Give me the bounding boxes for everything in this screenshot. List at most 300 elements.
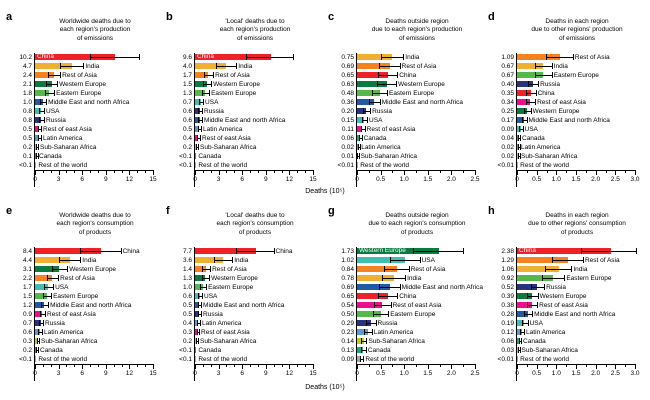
axis-tick-label: 3.0 <box>630 176 640 184</box>
bar-row <box>182 98 314 107</box>
axis-minor-tick <box>51 171 52 173</box>
bar-row <box>182 89 314 98</box>
bar-value-label: 0.09 <box>341 356 354 364</box>
axis-tick-label: 1.0 <box>399 176 409 184</box>
bar <box>195 153 196 159</box>
axis-minor-tick <box>137 365 138 367</box>
bar-row <box>22 292 154 301</box>
bar-region-label: Russia <box>372 108 392 116</box>
bar-region-label: Rest of east Asia <box>392 302 442 310</box>
bar-row <box>341 274 476 283</box>
bar-region-label: USA <box>529 320 543 328</box>
axis-minor-tick <box>586 171 587 173</box>
axis-tick <box>35 171 36 175</box>
bar-region-label: Rest of Asia <box>401 63 437 71</box>
panel-title-line: of emissions <box>558 34 596 42</box>
axis-tick <box>313 365 314 369</box>
bar-value-label: 1.5 <box>22 293 32 301</box>
axis-tick <box>129 365 130 369</box>
axis-tick <box>35 365 36 369</box>
axis-tick-label: 15 <box>149 370 157 378</box>
bar-region-label: Rest of Asia <box>60 275 95 283</box>
axis-tick-label: 12 <box>125 176 133 184</box>
axis-minor-tick <box>369 365 370 367</box>
bar-row <box>337 161 476 170</box>
axis-tick <box>313 171 314 175</box>
bar-value-label: <0.1 <box>19 162 32 170</box>
panel-title-line: 'Local' deaths due to <box>225 212 285 219</box>
bar-value-label: 1.5 <box>182 81 192 89</box>
bar-value-label: 3.6 <box>182 257 192 265</box>
axis-tick-label: 6 <box>80 370 84 378</box>
bar-region-label: India <box>553 63 568 71</box>
bar-region-label: India <box>82 257 97 265</box>
bar-value-label: <0.01 <box>497 162 514 170</box>
axis-minor-tick <box>258 171 259 173</box>
bar-value-label: 0.02 <box>501 144 514 152</box>
bar-value-label: 0.36 <box>341 99 354 107</box>
axis-tick <box>537 365 538 369</box>
error-bar <box>41 302 49 308</box>
error-bar <box>38 135 42 141</box>
bar-region-label: Rest of Asia <box>584 257 620 265</box>
error-bar <box>37 338 40 344</box>
axis-tick <box>517 171 518 175</box>
bar-region-label: Middle East and north Africa <box>204 117 286 125</box>
axis-tick <box>517 365 518 369</box>
axis-tick-label: 0.5 <box>532 370 542 378</box>
axis-minor-tick <box>305 171 306 173</box>
axis-tick <box>475 171 476 175</box>
bar-region-label: Latin America <box>361 144 401 152</box>
bar-value-label: 0.14 <box>341 338 354 346</box>
bar-region-label: China <box>519 247 536 255</box>
error-bar <box>546 54 574 60</box>
axis-tick <box>82 171 83 175</box>
bar-value-label: 1.7 <box>22 284 32 292</box>
bar-value-label: 2.4 <box>22 72 32 80</box>
bar-row <box>501 274 636 283</box>
bar-value-label: 0.2 <box>22 347 32 355</box>
axis-tick <box>59 171 60 175</box>
bar-region-label: Russia <box>45 320 65 328</box>
bar-row <box>501 107 636 116</box>
axis-tick-label: 12 <box>285 370 293 378</box>
bar-row <box>22 310 154 319</box>
axis-tick-label: 3.0 <box>630 370 640 378</box>
bar-row <box>179 161 314 170</box>
bar-region-label: Western Europe <box>213 81 260 89</box>
bar-value-label: 0.8 <box>22 108 32 116</box>
bar-row <box>182 283 314 292</box>
axis-minor-tick <box>98 171 99 173</box>
error-bar <box>518 347 521 353</box>
axis-tick <box>635 171 636 175</box>
panel-title-line: of products <box>238 228 272 236</box>
bar-value-label: <0.01 <box>497 356 514 364</box>
error-bar <box>372 90 388 96</box>
axis-minor-tick <box>297 365 298 367</box>
axis-tick-label: 0 <box>355 176 359 184</box>
error-bar <box>361 347 367 353</box>
bar-region-label: Rest of Asia <box>62 72 97 80</box>
bar-value-label: 0.02 <box>341 144 354 152</box>
error-bar <box>198 311 202 317</box>
x-axis-unit-label: Deaths (10⁵) <box>305 188 345 195</box>
bar-region-label: Canada <box>522 135 545 143</box>
bar-row <box>19 355 154 364</box>
error-bar <box>38 329 43 335</box>
error-bar <box>48 72 61 78</box>
bar-row <box>182 80 314 89</box>
bar-row <box>22 89 154 98</box>
x-axis <box>193 364 317 381</box>
axis-tick-label: 2.0 <box>446 176 456 184</box>
bar-row <box>179 152 314 161</box>
error-bar <box>36 144 39 150</box>
axis-minor-tick <box>203 365 204 367</box>
bar-value-label: 0.3 <box>22 338 32 346</box>
x-axis <box>33 364 157 381</box>
bar-region-label: Rest of the world <box>365 356 415 364</box>
bar-region-label: China <box>197 53 214 61</box>
error-bar <box>202 275 210 281</box>
panel-a <box>6 10 166 200</box>
axis-tick-label: 15 <box>309 176 317 184</box>
axis-tick <box>242 365 243 369</box>
bar-value-label: 0.5 <box>182 126 192 134</box>
bar-region-label: Sub-Saharan Africa <box>368 338 425 346</box>
axis-tick <box>475 365 476 369</box>
error-bar <box>36 347 39 353</box>
bar-row <box>501 62 636 71</box>
bar-row <box>341 53 476 62</box>
bar-value-label: 0.29 <box>341 320 354 328</box>
bar-region-label: USA <box>524 126 538 134</box>
panel-title-line: Deaths in each region <box>545 212 609 219</box>
bar-region-label: Middle East and north Africa <box>50 302 132 310</box>
bar-row <box>341 256 476 265</box>
error-bar <box>519 126 523 132</box>
bar-row <box>341 310 476 319</box>
error-bar <box>200 284 207 290</box>
bar-row <box>182 265 314 274</box>
panel-title <box>26 212 164 237</box>
bar-row <box>22 256 154 265</box>
bar-row <box>341 125 476 134</box>
bar-region-label: China <box>399 72 417 80</box>
bar-value-label: <0.01 <box>337 162 354 170</box>
error-bar <box>520 329 525 335</box>
axis-tick <box>404 365 405 369</box>
panel-title-line: Worldwide deaths due to <box>59 18 131 25</box>
axis-minor-tick <box>297 171 298 173</box>
bar-value-label: 8.4 <box>22 248 32 256</box>
axis-minor-tick <box>203 171 204 173</box>
axis-tick-label: 9 <box>263 176 268 184</box>
bar-region-label: USA <box>55 284 69 292</box>
bar-value-label: 0.03 <box>501 347 514 355</box>
bar-region-label: Latin America <box>373 329 414 337</box>
axis-minor-tick <box>282 171 283 173</box>
bar-row <box>341 134 476 143</box>
axis-minor-tick <box>122 365 123 367</box>
bar-value-label: 10.2 <box>19 54 32 62</box>
bar-row <box>22 80 154 89</box>
bar-row <box>501 247 636 256</box>
axis-tick <box>451 365 452 369</box>
bar-value-label: 0.5 <box>22 126 32 134</box>
x-axis-unit-label: Deaths (10⁵) <box>305 384 345 391</box>
bar-value-label: 0.69 <box>341 63 354 71</box>
axis-tick <box>357 365 358 369</box>
bar-region-label: Rest of the world <box>520 356 569 364</box>
axis-minor-tick <box>211 171 212 173</box>
error-bar <box>522 117 528 123</box>
bar-row <box>19 53 154 62</box>
axis-minor-tick <box>122 171 123 173</box>
bar-row <box>341 116 476 125</box>
plot-area <box>497 53 640 187</box>
bar-value-label: 0.67 <box>501 63 514 71</box>
bar-row <box>501 152 636 161</box>
panel-title-line: due to each region's production <box>371 26 463 34</box>
bar-value-label: 0.01 <box>341 153 354 161</box>
bar-row <box>22 337 154 346</box>
axis-tick-label: 0.5 <box>376 370 386 378</box>
axis-tick <box>195 171 196 175</box>
bar-region-label: Latin America <box>43 135 83 143</box>
bar-region-label: Russia <box>540 81 560 89</box>
bar-value-label: 4.0 <box>182 63 192 71</box>
bar-value-label: 0.6 <box>182 293 192 301</box>
bar-value-label: 1.7 <box>182 72 192 80</box>
bar-value-label: 0.8 <box>22 117 32 125</box>
bar-region-label: Russia <box>377 320 398 328</box>
bar-region-label: Sub-Saharan Africa <box>200 144 257 152</box>
bar-row <box>22 125 154 134</box>
panel-title-line: each region's consumption <box>56 220 134 228</box>
bar-row <box>22 319 154 328</box>
axis-minor-tick <box>258 365 259 367</box>
axis-minor-tick <box>547 171 548 173</box>
panel-letter: g <box>328 205 335 217</box>
bar-row <box>341 301 476 310</box>
error-bar <box>203 81 212 87</box>
bar-row <box>341 247 476 256</box>
bar-row <box>341 292 476 301</box>
axis-minor-tick <box>66 365 67 367</box>
bar-region-label: Rest of Asia <box>212 266 247 274</box>
bar-region-label: Latin America <box>44 329 84 337</box>
bar-value-label: 0.28 <box>501 311 514 319</box>
bar-row <box>501 310 636 319</box>
bar-row <box>22 134 154 143</box>
panel-title <box>186 212 324 237</box>
bar-row <box>22 265 154 274</box>
axis-minor-tick <box>66 171 67 173</box>
axis-tick-label: 2.5 <box>470 370 480 378</box>
axis-tick <box>266 171 267 175</box>
error-bar <box>90 54 140 60</box>
bar-value-label: 0.15 <box>341 117 354 125</box>
axis-minor-tick <box>305 365 306 367</box>
axis-minor-tick <box>369 171 370 173</box>
error-bar <box>545 266 572 272</box>
bar-value-label: 1.3 <box>182 275 192 283</box>
bar-row <box>341 152 476 161</box>
bar-value-label: 0.11 <box>341 126 354 134</box>
axis-tick-label: 0.5 <box>376 176 386 184</box>
panel-letter: h <box>488 205 495 217</box>
bar-region-label: Latin America <box>526 329 566 337</box>
axis-minor-tick <box>625 365 626 367</box>
bar-value-label: 0.19 <box>501 320 514 328</box>
panel-title-line: of emissions <box>76 34 114 42</box>
error-bar <box>198 126 202 132</box>
axis-minor-tick <box>274 171 275 173</box>
axis-tick <box>451 171 452 175</box>
axis-tick <box>242 171 243 175</box>
bar <box>357 162 358 168</box>
error-bar <box>527 293 538 299</box>
bar <box>35 162 36 168</box>
bar-value-label: 0.2 <box>182 338 192 346</box>
bar-region-label: Western Europe <box>211 275 258 283</box>
error-bar <box>528 81 539 87</box>
bar <box>35 356 36 362</box>
bar-region-label: Western Europe <box>532 108 580 116</box>
error-bar <box>552 257 584 263</box>
bar-value-label: 0.6 <box>182 117 192 125</box>
axis-tick-label: 6 <box>240 176 244 184</box>
panel-title-line: each region's consumption <box>216 220 294 228</box>
bar-region-label: Eastern Europe <box>208 284 254 292</box>
bar-region-label: China <box>37 53 54 61</box>
axis-tick <box>82 365 83 369</box>
bar-value-label: 0.23 <box>341 329 354 337</box>
error-bar <box>44 284 54 290</box>
axis-minor-tick <box>137 171 138 173</box>
error-bar <box>40 311 46 317</box>
axis-tick-label: 9 <box>103 176 108 184</box>
bar-value-label: 0.13 <box>341 347 354 355</box>
axis-minor-tick <box>282 365 283 367</box>
bar-region-label: USA <box>205 99 219 107</box>
axis-tick-label: 2.5 <box>610 176 620 184</box>
bar-row <box>341 98 476 107</box>
axis-tick <box>596 171 597 175</box>
bar-region-label: India <box>234 257 249 265</box>
bar-value-label: 0.65 <box>341 72 354 80</box>
error-bar <box>197 329 200 335</box>
bar-region-label: Latin America <box>203 126 243 134</box>
bar-row <box>341 143 476 152</box>
panel-g <box>328 204 488 394</box>
axis-tick <box>537 171 538 175</box>
error-bar <box>359 135 363 141</box>
axis-tick-label: 2.0 <box>591 176 601 184</box>
bar-row <box>341 355 476 364</box>
axis-tick <box>289 365 290 369</box>
bar-region-label: Russia <box>546 284 567 292</box>
error-bar <box>198 302 202 308</box>
axis-minor-tick <box>145 365 146 367</box>
x-axis <box>355 170 480 187</box>
axis-tick <box>219 365 220 369</box>
panel-title-line: Deaths in each region <box>545 18 609 25</box>
bar-value-label: 0.69 <box>341 284 354 292</box>
bar-value-label: 0.75 <box>341 54 354 62</box>
bar-region-label: Latin America <box>202 320 242 328</box>
bar-region-label: Eastern Europe <box>388 90 435 98</box>
bar-value-label: <0.1 <box>19 356 32 364</box>
axis-minor-tick <box>274 365 275 367</box>
bar-region-label: Eastern Europe <box>566 275 612 283</box>
bar-region-label: Rest of east Asia <box>366 126 416 134</box>
bar-value-label: 0.1 <box>22 153 32 161</box>
bar-value-label: 0.65 <box>341 293 354 301</box>
bar-row <box>341 62 476 71</box>
error-bar <box>202 90 210 96</box>
error-bar <box>80 248 122 254</box>
bar-region-label: Rest of east Asia <box>47 311 96 319</box>
bar-value-label: 0.5 <box>22 135 32 143</box>
bar-value-label: 0.17 <box>501 117 514 125</box>
x-axis <box>33 170 157 187</box>
error-bar <box>199 99 204 105</box>
bar-region-label: Latin America <box>521 144 561 152</box>
error-bar <box>526 90 536 96</box>
error-bar <box>361 338 367 344</box>
bar-region-label: USA <box>421 257 435 265</box>
bar-region-label: Middle East and north Africa <box>528 117 610 125</box>
axis-minor-tick <box>114 171 115 173</box>
error-bar <box>39 117 45 123</box>
axis-minor-tick <box>440 365 441 367</box>
bar-region-label: Russia <box>203 311 223 319</box>
panel-letter: b <box>166 11 173 23</box>
bar-value-label: 0.7 <box>182 99 192 107</box>
bar-region-label: Middle East and north Africa <box>48 99 130 107</box>
error-bar <box>381 54 404 60</box>
bar-row <box>22 283 154 292</box>
bar-region-label: USA <box>369 117 383 125</box>
bar-value-label: 1.29 <box>501 257 514 265</box>
error-bar <box>535 72 553 78</box>
bar-region-label: Rest of east Asia <box>537 99 586 107</box>
bar-row <box>341 328 476 337</box>
panel-title <box>348 212 486 237</box>
axis-tick-label: 2.0 <box>446 370 456 378</box>
error-bar <box>527 302 538 308</box>
bar-region-label: Russia <box>46 117 66 125</box>
error-bar <box>519 338 522 344</box>
bar-region-label: Rest of east Asia <box>539 302 588 310</box>
axis-tick-label: 9 <box>263 370 268 378</box>
bar-row <box>179 355 314 364</box>
bar-row <box>501 319 636 328</box>
panel-letter: d <box>488 11 495 23</box>
bar <box>517 356 518 362</box>
axis-tick <box>596 365 597 369</box>
error-bar <box>390 257 421 263</box>
error-bar <box>358 144 361 150</box>
panel-e <box>6 204 166 394</box>
bar-region-label: Sub-Saharan Africa <box>41 338 98 346</box>
bar-region-label: China <box>275 248 293 256</box>
bar-row <box>182 310 314 319</box>
